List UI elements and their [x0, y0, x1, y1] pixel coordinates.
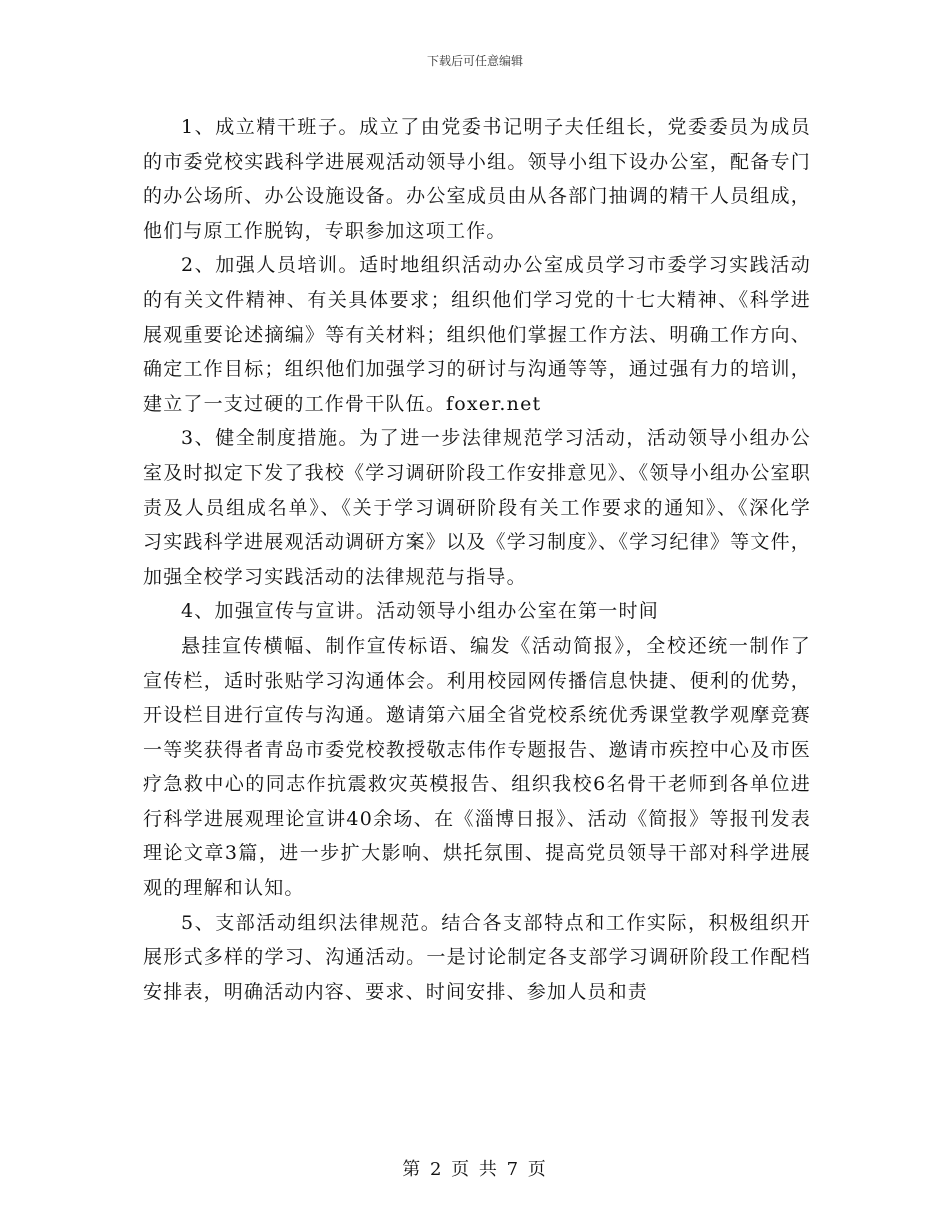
paragraph-3: 3、健全制度措施。为了进一步法律规范学习活动，活动领导小组办公室及时拟定下发了我校《学习调研阶段工作安排意见》、《领导小组办公室职责及人员组成名单》、《关于学习调研阶段有关工作要求的通知》、《深化学习实践科学进展观活动调研方案》以及《学习制度》、《学习纪律》等文件，加强全校学习实践活动的法律规范与指导。 [143, 427, 811, 588]
page-footer: 第 2 页 共 7 页 [402, 1159, 548, 1180]
paragraph-6: 5、支部活动组织法律规范。结合各支部特点和工作实际，积极组织开展形式多样的学习、沟通活动。一是讨论制定各支部学习调研阶段工作配档安排表，明确活动内容、要求、时间安排、参加人员和责 [143, 911, 811, 1003]
paragraph-1: 1、成立精干班子。成立了由党委书记明子夫任组长，党委委员为成员的市委党校实践科学进展观活动领导小组。领导小组下设办公室，配备专门的办公场所、办公设施设备。办公室成员由从各部门抽调的精干人员组成，他们与原工作脱钩，专职参加这项工作。 [143, 116, 811, 242]
document-body [143, 110, 811, 1009]
paragraph-2: 2、加强人员培训。适时地组织活动办公室成员学习市委学习实践活动的有关文件精神、有关具体要求；组织他们学习党的十七大精神、《科学进展观重要论述摘编》等有关材料；组织他们掌握工作方法、明确工作方向、确定工作目标；组织他们加强学习的研讨与沟通等等，通过强有力的培训，建立了一支过硬的工作骨干队伍。foxer.net [143, 254, 811, 415]
page-header: 下载后可任意编辑 [426, 54, 523, 68]
paragraph-4: 4、加强宣传与宣讲。活动领导小组办公室在第一时间 [181, 600, 659, 623]
paragraph-5: 悬挂宣传横幅、制作宣传标语、编发《活动简报》，全校还统一制作了宣传栏，适时张贴学习沟通体会。利用校园网传播信息快捷、便利的优势，开设栏目进行宣传与沟通。邀请第六届全省党校系统优秀课堂教学观摩竞赛一等奖获得者青岛市委党校教授敬志伟作专题报告、邀请市疾控中心及市医疗急救中心的同志作抗震救灾英模报告、组织我校6名骨干老师到各单位进行科学进展观理论宣讲40余场、在《淄博日报》、活动《简报》等报刊发表理论文章3篇，进一步扩大影响、烘托氛围、提高党员领导干部对科学进展观的理解和认知。 [143, 634, 811, 900]
